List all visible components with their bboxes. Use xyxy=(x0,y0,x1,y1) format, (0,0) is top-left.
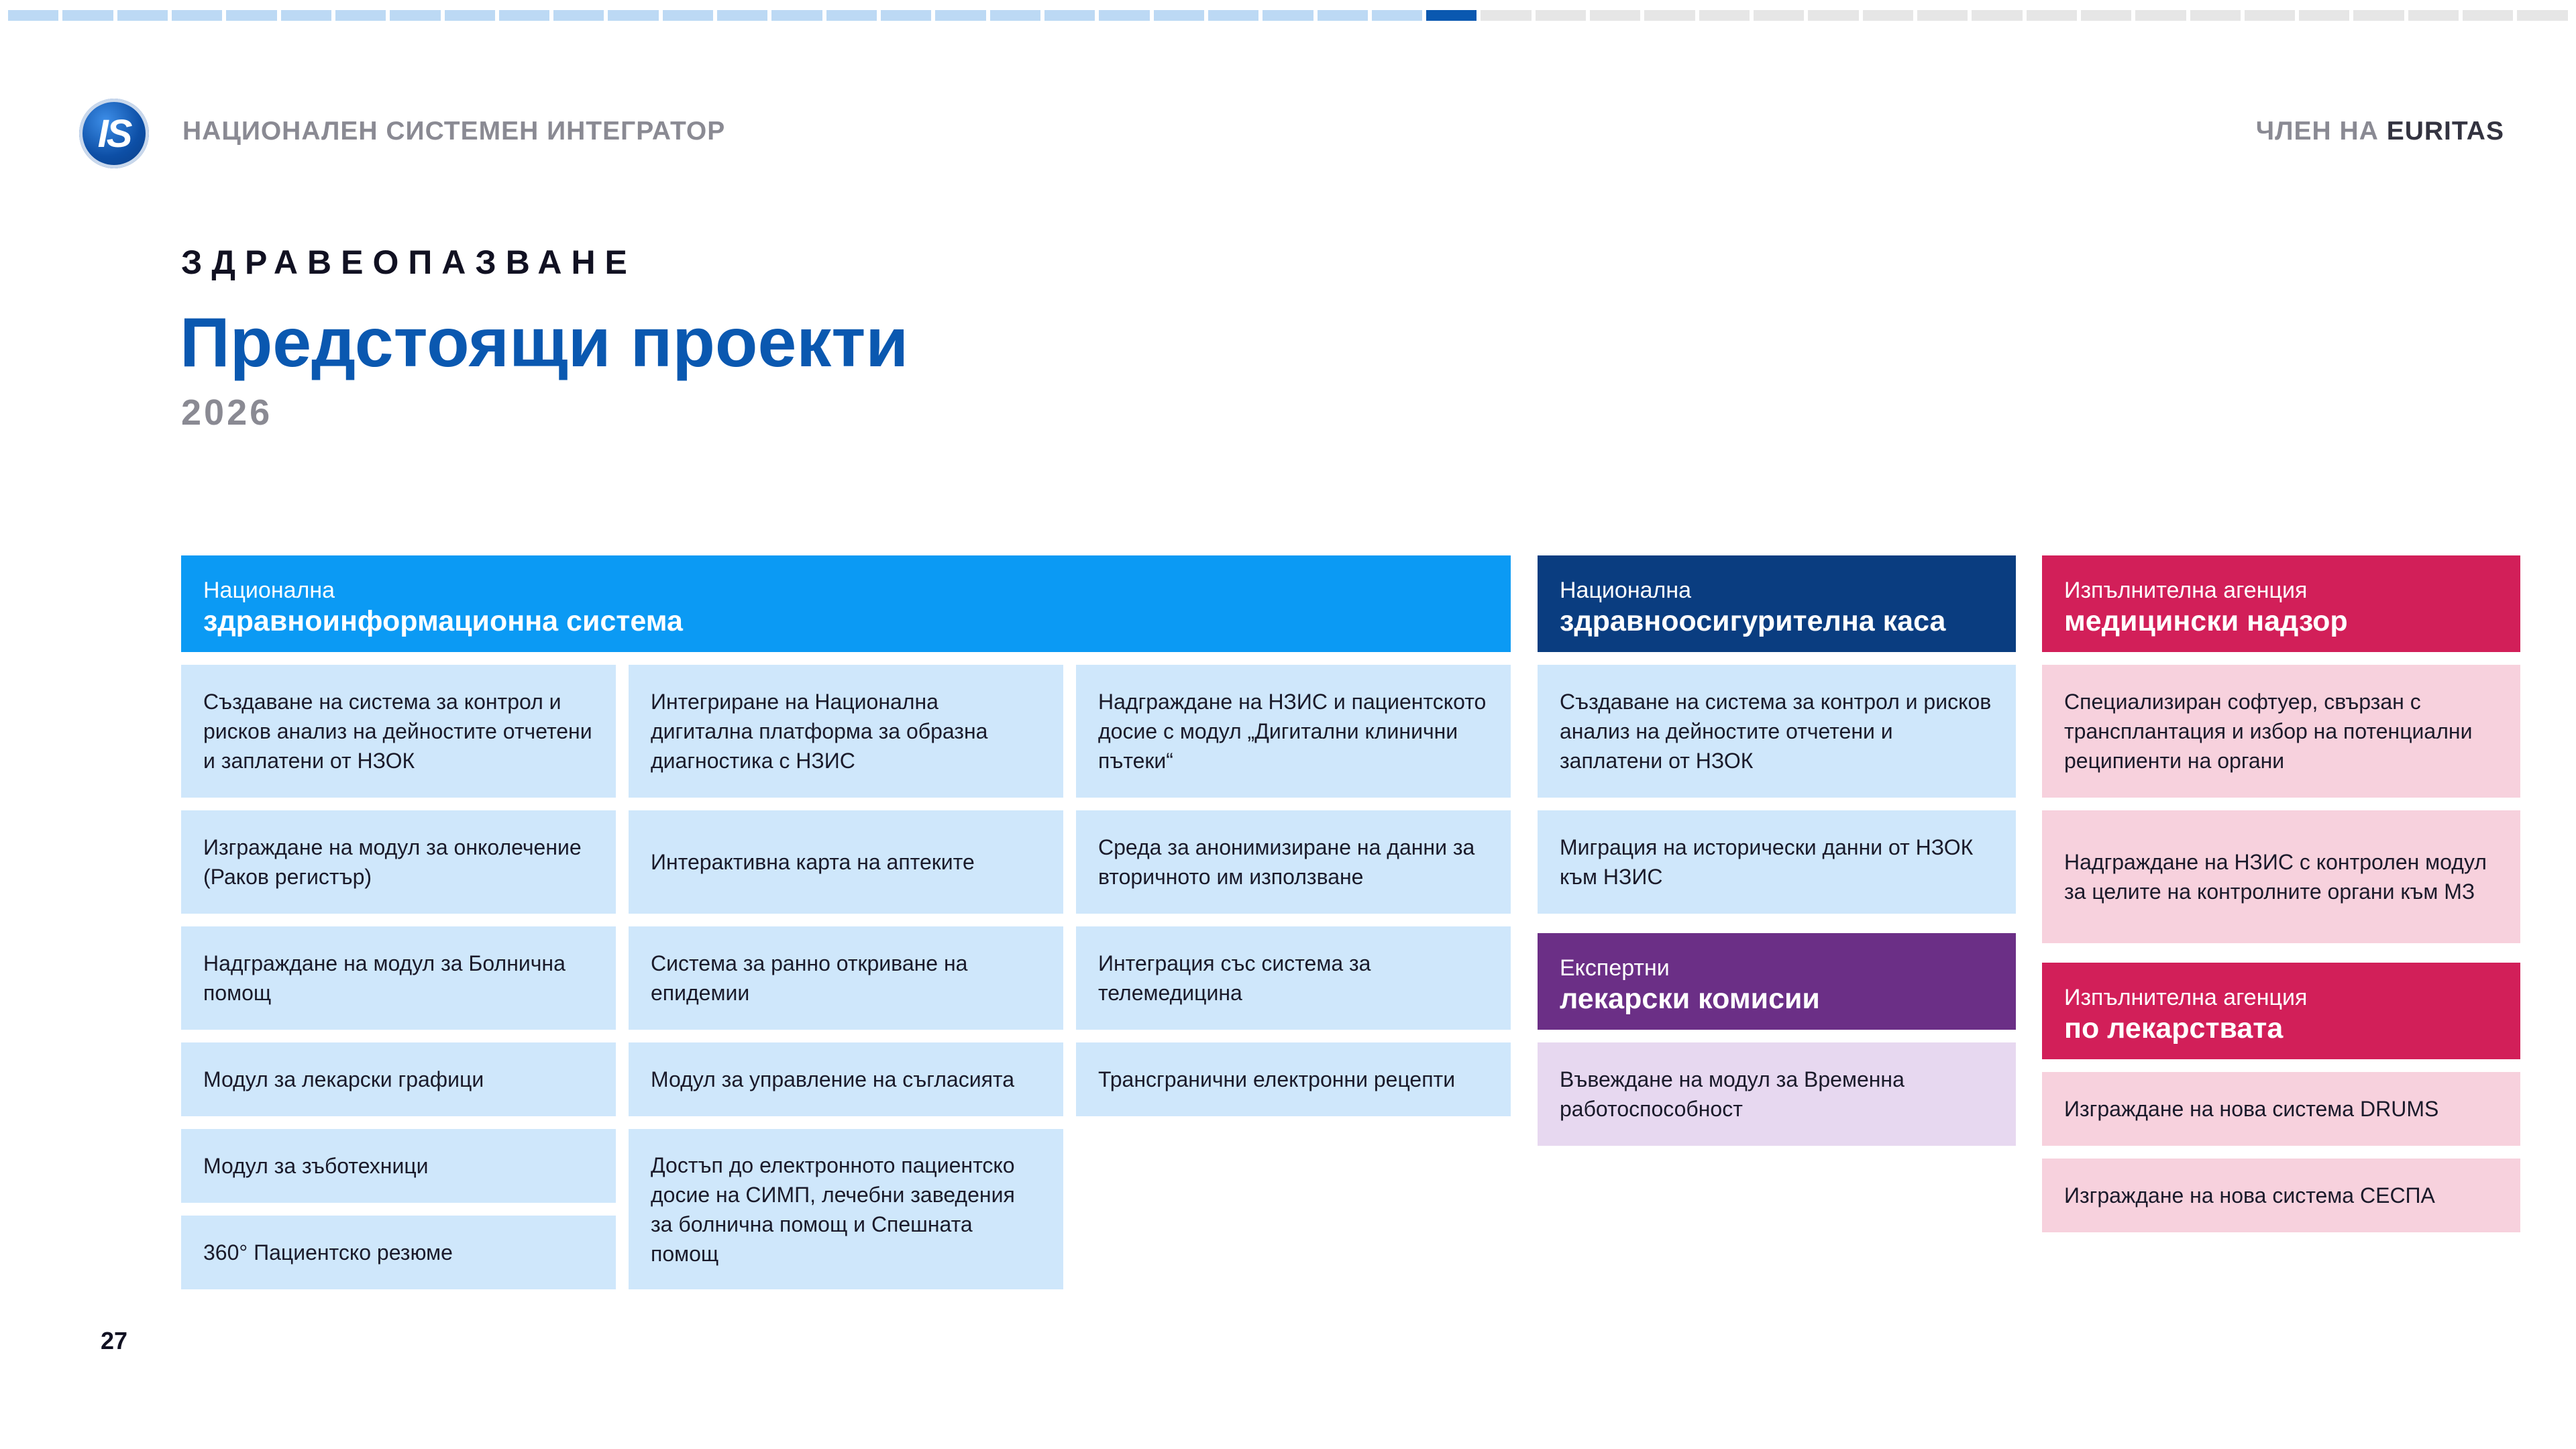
slide-progress-bar xyxy=(8,10,2568,21)
nzis-header: Национална здравноинформационна система xyxy=(181,555,1511,652)
progress-segment xyxy=(1754,10,1804,21)
ial-header: Изпълнителна агенция по лекарствата xyxy=(2042,963,2520,1059)
nzis-project-item: Интегриране на Национална дигитална платформа за образна диагностика с НЗИС xyxy=(629,665,1063,798)
nzis-project-item: Достъп до електронното пациентско досие на СИМП, лечебни заведения за болнична помощ и Спешната помощ xyxy=(629,1129,1063,1289)
progress-segment xyxy=(445,10,495,21)
progress-segment xyxy=(663,10,713,21)
progress-segment xyxy=(881,10,931,21)
progress-segment xyxy=(2353,10,2404,21)
progress-segment xyxy=(1044,10,1095,21)
page-title: Предстоящи проекти xyxy=(180,304,909,382)
nzis-project-item: Интеграция със система за телемедицина xyxy=(1076,926,1511,1030)
progress-segment xyxy=(281,10,331,21)
iamn-project-item: Специализиран софтуер, свързан с трансплантация и избор на потенциални реципиенти на органи xyxy=(2042,665,2520,798)
nzis-project-item: Надграждане на НЗИС и пациентското досие с модул „Дигитални клинични пътеки“ xyxy=(1076,665,1511,798)
progress-segment xyxy=(2463,10,2513,21)
progress-segment xyxy=(2299,10,2349,21)
elk-header: Експертни лекарски комисии xyxy=(1538,933,2016,1030)
progress-segment xyxy=(1972,10,2022,21)
nzis-project-item: Модул за зъботехници xyxy=(181,1129,616,1203)
progress-segment xyxy=(2245,10,2295,21)
progress-segment xyxy=(990,10,1040,21)
nzis-project-item: Среда за анонимизиране на данни за вторичното им използване xyxy=(1076,810,1511,914)
progress-segment xyxy=(8,10,58,21)
progress-segment xyxy=(2517,10,2567,21)
progress-segment xyxy=(1481,10,1531,21)
progress-segment xyxy=(1536,10,1586,21)
progress-segment xyxy=(2081,10,2131,21)
progress-segment xyxy=(1917,10,1968,21)
nzok-project-item: Миграция на исторически данни от НЗОК към НЗИС xyxy=(1538,810,2016,914)
nzis-project-item: Създаване на система за контрол и рисков анализ на дейностите отчетени и заплатени от НЗОК xyxy=(181,665,616,798)
elk-project-item: Въвеждане на модул за Временна работоспособност xyxy=(1538,1042,2016,1146)
year-label: 2026 xyxy=(181,392,273,433)
progress-segment xyxy=(335,10,386,21)
progress-segment xyxy=(390,10,440,21)
progress-segment xyxy=(553,10,604,21)
nzis-project-item: Интерактивна карта на аптеките xyxy=(629,810,1063,914)
nzis-project-item: Трансгранични електронни рецепти xyxy=(1076,1042,1511,1116)
nzis-project-item: Модул за управление на съгласията xyxy=(629,1042,1063,1116)
progress-segment xyxy=(2135,10,2186,21)
organization-name: НАЦИОНАЛЕН СИСТЕМЕН ИНТЕГРАТОР xyxy=(182,117,726,146)
nzis-project-item: 360° Пациентско резюме xyxy=(181,1216,616,1289)
nzok-project-item: Създаване на система за контрол и рисков анализ на дейностите отчетени и заплатени от НЗОК xyxy=(1538,665,2016,798)
iamn-header: Изпълнителна агенция медицински надзор xyxy=(2042,555,2520,652)
nzok-header: Национална здравноосигурителна каса xyxy=(1538,555,2016,652)
progress-segment xyxy=(1808,10,1858,21)
nzis-project-item: Изграждане на модул за онколечение (Раков регистър) xyxy=(181,810,616,914)
progress-segment xyxy=(1644,10,1695,21)
is-logo: IS xyxy=(79,99,149,168)
progress-segment xyxy=(62,10,113,21)
progress-segment xyxy=(826,10,877,21)
progress-segment xyxy=(771,10,822,21)
nzis-project-item: Надграждане на модул за Болнична помощ xyxy=(181,926,616,1030)
ial-project-item: Изграждане на нова система СЕСПА xyxy=(2042,1159,2520,1232)
progress-segment xyxy=(1699,10,1750,21)
progress-segment xyxy=(1426,10,1477,21)
progress-segment xyxy=(1372,10,1422,21)
progress-segment xyxy=(1318,10,1368,21)
progress-segment xyxy=(2190,10,2241,21)
membership-label: ЧЛЕН НА EURITAS xyxy=(2255,117,2504,146)
ial-project-item: Изграждане на нова система DRUMS xyxy=(2042,1072,2520,1146)
nzis-project-item: Система за ранно откриване на епидемии xyxy=(629,926,1063,1030)
progress-segment xyxy=(1263,10,1313,21)
section-label: ЗДРАВЕОПАЗВАНЕ xyxy=(181,244,637,281)
progress-segment xyxy=(1208,10,1258,21)
progress-segment xyxy=(1099,10,1149,21)
progress-segment xyxy=(1154,10,1204,21)
progress-segment xyxy=(2027,10,2077,21)
progress-segment xyxy=(117,10,168,21)
progress-segment xyxy=(1863,10,1913,21)
progress-segment xyxy=(172,10,222,21)
nzis-project-item: Модул за лекарски графици xyxy=(181,1042,616,1116)
progress-segment xyxy=(2408,10,2459,21)
progress-segment xyxy=(717,10,767,21)
euritas-name: EURITAS xyxy=(2386,117,2504,146)
iamn-project-item: Надграждане на НЗИС с контролен модул за целите на контролните органи към МЗ xyxy=(2042,810,2520,943)
progress-segment xyxy=(1590,10,1640,21)
progress-segment xyxy=(935,10,985,21)
progress-segment xyxy=(608,10,658,21)
progress-segment xyxy=(226,10,276,21)
page-number: 27 xyxy=(101,1327,128,1354)
progress-segment xyxy=(499,10,549,21)
